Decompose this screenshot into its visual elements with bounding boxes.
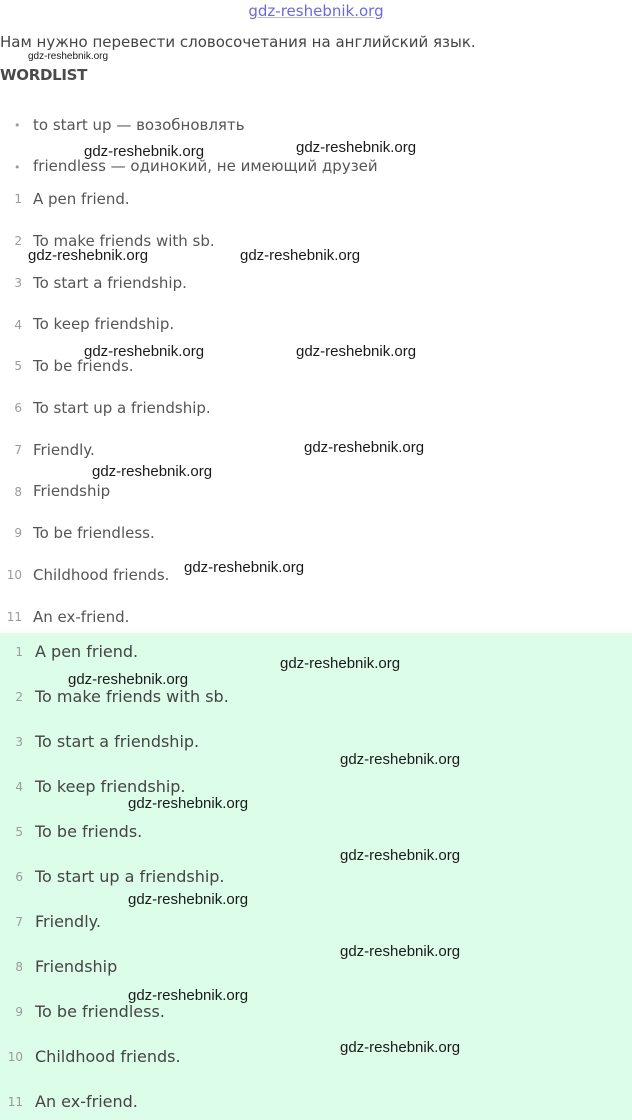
answer-number: 1 bbox=[15, 645, 23, 659]
answer-item: To start up a friendship. bbox=[35, 867, 225, 886]
answer-number: 7 bbox=[14, 443, 22, 457]
answer-item: Childhood friends. bbox=[35, 1047, 181, 1066]
answer-item: A pen friend. bbox=[35, 642, 139, 661]
answer-number: 10 bbox=[7, 1050, 23, 1064]
answer-number: 3 bbox=[14, 276, 22, 290]
intro-text: Нам нужно перевести словосочетания на английский язык. bbox=[0, 33, 476, 51]
wordlist-item: to start up — возобновлять bbox=[33, 116, 245, 134]
watermark: gdz-reshebnik.org bbox=[128, 795, 249, 812]
answer-item: To be friendless. bbox=[35, 1002, 165, 1021]
answer-item: Friendly. bbox=[33, 441, 95, 459]
answer-item: To make friends with sb. bbox=[33, 232, 215, 250]
answer-number: 6 bbox=[15, 870, 23, 884]
watermark: gdz-reshebnik.org bbox=[28, 51, 109, 62]
answer-number: 11 bbox=[6, 610, 22, 624]
answer-item: To be friendless. bbox=[33, 524, 155, 542]
answer-number: 5 bbox=[14, 359, 22, 373]
answer-item: To start up a friendship. bbox=[33, 399, 211, 417]
answer-item: A pen friend. bbox=[33, 190, 130, 208]
watermark: gdz-reshebnik.org bbox=[92, 463, 213, 480]
answer-item: To keep friendship. bbox=[33, 315, 175, 333]
watermark: gdz-reshebnik.org bbox=[184, 559, 305, 576]
watermark: gdz-reshebnik.org bbox=[340, 751, 461, 768]
answer-number: 3 bbox=[15, 735, 23, 749]
watermark: gdz-reshebnik.org bbox=[296, 139, 417, 156]
answer-item: To be friends. bbox=[35, 822, 143, 841]
answer-number: 10 bbox=[6, 568, 22, 582]
watermark: gdz-reshebnik.org bbox=[128, 987, 249, 1004]
answer-number: 2 bbox=[15, 690, 23, 704]
watermark: gdz-reshebnik.org bbox=[296, 343, 417, 360]
answer-number: 8 bbox=[14, 485, 22, 499]
watermark: gdz-reshebnik.org bbox=[240, 247, 361, 264]
watermark: gdz-reshebnik.org bbox=[304, 439, 425, 456]
answer-item: Friendly. bbox=[35, 912, 101, 931]
watermark: gdz-reshebnik.org bbox=[28, 247, 149, 264]
answer-number: 9 bbox=[14, 526, 22, 540]
answer-number: 6 bbox=[14, 401, 22, 415]
watermark: gdz-reshebnik.org bbox=[340, 943, 461, 960]
watermark: gdz-reshebnik.org bbox=[340, 847, 461, 864]
watermark: gdz-reshebnik.org bbox=[84, 343, 205, 360]
answer-item: Childhood friends. bbox=[33, 566, 170, 584]
answer-number: 4 bbox=[14, 318, 22, 332]
answer-item: To keep friendship. bbox=[35, 777, 186, 796]
answer-item: To start a friendship. bbox=[35, 732, 200, 751]
answer-number: 7 bbox=[15, 915, 23, 929]
wordlist-item: friendless — одинокий, не имеющий друзей bbox=[33, 157, 378, 175]
answer-item: To start a friendship. bbox=[33, 274, 187, 292]
watermark: gdz-reshebnik.org bbox=[128, 891, 249, 908]
answer-item: Friendship bbox=[35, 957, 118, 976]
answer-number: 1 bbox=[14, 192, 22, 206]
answer-item: An ex-friend. bbox=[33, 608, 130, 626]
bullet-icon: • bbox=[14, 119, 21, 132]
bullet-icon: • bbox=[14, 161, 21, 174]
watermark: gdz-reshebnik.org bbox=[280, 655, 401, 672]
wordlist-heading: WORDLIST bbox=[0, 66, 88, 84]
watermark: gdz-reshebnik.org bbox=[84, 143, 205, 160]
answer-number: 11 bbox=[7, 1095, 23, 1109]
answer-number: 5 bbox=[15, 825, 23, 839]
answer-number: 4 bbox=[15, 780, 23, 794]
watermark: gdz-reshebnik.org bbox=[68, 671, 189, 688]
answer-number: 2 bbox=[14, 234, 22, 248]
watermark: gdz-reshebnik.org bbox=[340, 1039, 461, 1056]
answer-item: To make friends with sb. bbox=[35, 687, 229, 706]
site-header-link[interactable]: gdz-reshebnik.org bbox=[248, 2, 384, 20]
answer-number: 8 bbox=[15, 960, 23, 974]
answer-item: Friendship bbox=[33, 482, 111, 500]
answer-item: To be friends. bbox=[33, 357, 134, 375]
answer-number: 9 bbox=[15, 1005, 23, 1019]
answer-item: An ex-friend. bbox=[35, 1092, 138, 1111]
